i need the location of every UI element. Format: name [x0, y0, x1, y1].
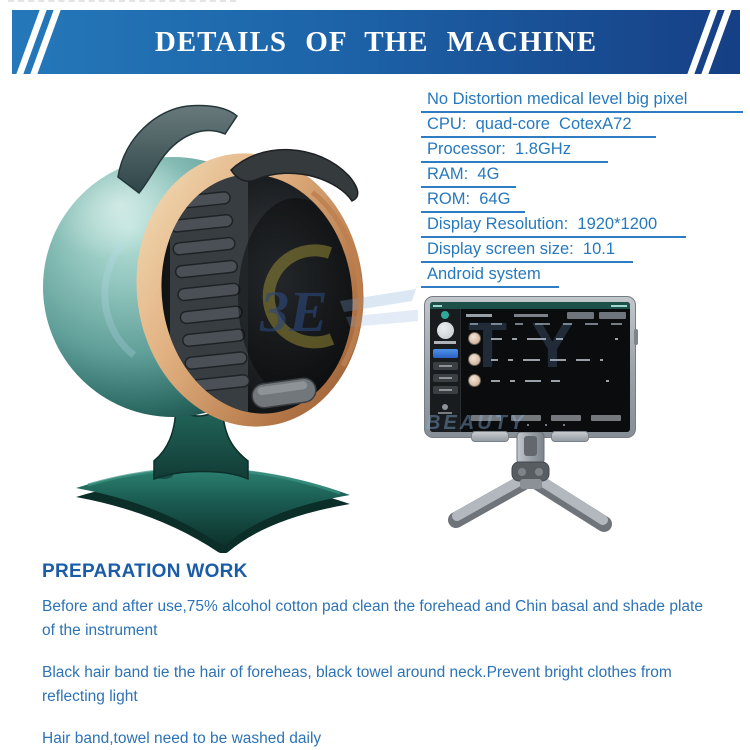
spec-item: Display screen size: 10.1: [421, 240, 633, 263]
machine-base: [76, 468, 350, 553]
spec-list: [421, 90, 743, 290]
face-thumbnail: [468, 353, 481, 366]
preparation-paragraph: Black hair band tie the hair of foreheas, black towel around neck.Prevent bright clothes from reflecting light: [42, 664, 672, 705]
spec-item: Android system: [421, 265, 559, 288]
spec-item: ROM: 64G: [421, 190, 525, 213]
brand-watermark-screen: TY: [468, 309, 598, 381]
table-row: [466, 349, 626, 370]
preparation-paragraph: Hair band,towel need to be washed daily: [42, 730, 322, 747]
table-row: [466, 328, 626, 349]
user-avatar: [437, 322, 454, 339]
status-right-indicator: [611, 305, 627, 307]
monitor-stand: [424, 432, 636, 554]
face-thumbnail: [468, 332, 481, 345]
preparation-section: [42, 561, 714, 750]
sidebar-item: [433, 374, 458, 382]
table-header-row: [466, 323, 626, 325]
section-banner: [12, 10, 740, 74]
screen-button: [599, 312, 626, 319]
table-row: [466, 370, 626, 391]
section-title: DETAILS OF THE MACHINE: [154, 25, 598, 58]
preparation-paragraph: Before and after use,75% alcohol cotton pad clean the forehead and Chin basal and shade plate of the instrument: [42, 598, 703, 639]
spec-item: Processor: 1.8GHz: [421, 140, 608, 163]
sidebar-item: [433, 386, 458, 394]
skin-analyzer-machine-photo: [28, 93, 418, 553]
preparation-heading: PREPARATION WORK: [42, 561, 248, 582]
screen-button: [567, 312, 594, 319]
spec-item: RAM: 4G: [421, 165, 516, 188]
face-thumbnail: [468, 374, 481, 387]
status-left-indicator: [433, 305, 442, 307]
screen-app-logo-icon: [441, 311, 449, 319]
spec-item: Display Resolution: 1920*1200: [421, 215, 686, 238]
sidebar-active-item: [433, 349, 458, 358]
camera-icon: [442, 404, 448, 410]
screen-status-bar: [430, 302, 630, 309]
table-title-placeholder: [466, 314, 492, 317]
spec-item: No Distortion medical level big pixel: [421, 90, 743, 113]
table-subtitle-placeholder: [514, 314, 548, 317]
brand-watermark-text: BEAUTY: [426, 412, 527, 434]
top-hairline: [8, 0, 236, 2]
power-button: [634, 329, 638, 345]
svg-text:3E: 3E: [260, 279, 328, 344]
android-monitor-photo: [424, 296, 664, 556]
sidebar-item: [433, 362, 458, 370]
spec-item: CPU: quad-core CotexA72: [421, 115, 656, 138]
user-name-placeholder: [434, 341, 456, 344]
